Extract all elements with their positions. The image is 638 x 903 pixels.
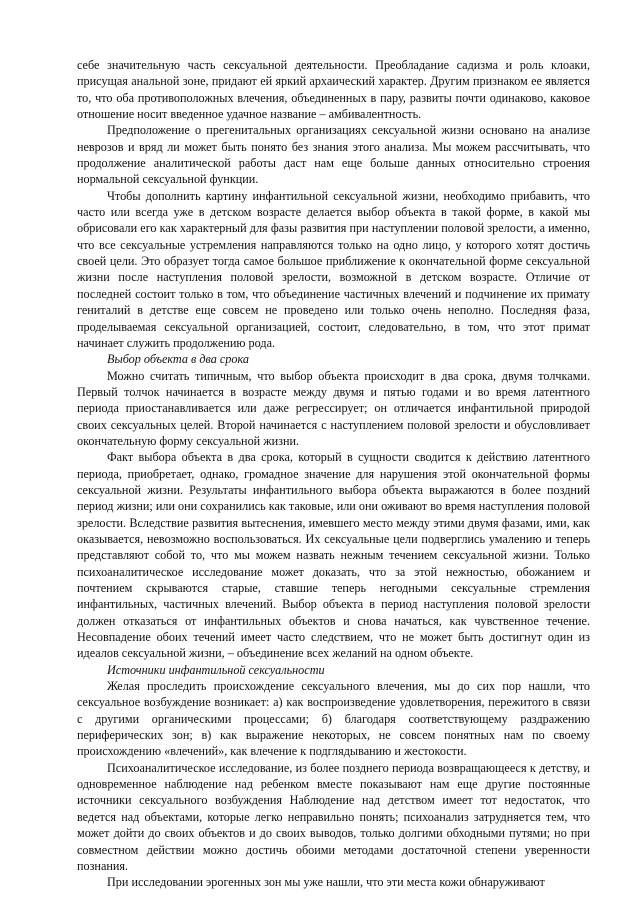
- paragraph-erogenous-zones: При исследовании эрогенных зон мы уже нашли, что эти места кожи обнаруживают: [107, 875, 545, 890]
- document-page: [77, 57, 590, 891]
- paragraph-infantile-object-choice: Чтобы дополнить картину инфантильной сексуальной жизни, необходимо прибавить, что часто или всегда уже в детском возрасте делается выбор объекта в такой форме, в какой мы обрисовали его как характерный для фазы развития при наступлении половой зрелости, а именно, что все сексуальные устремления направляются только на одно лицо, у которого хотят достичь своей цели. Это образует тогда самое большое приближение к окончательной форме сексуальной жизни после наступления половой зрелости, возможной в детском возрасте. Отличие от последней состоит только в том, что объединение частичных влечений и подчинение их примату гениталий в детстве еще совсем не проведено или только очень неполно. Последняя фаза, проделываемая сексуальной организацией, состоит, следовательно, в том, что этот примат начинает служить продолжению рода.: [77, 188, 590, 350]
- paragraph-pregenital: Предположение о прегенитальных организациях сексуальной жизни основано на анализе неврозов и вряд ли может быть понято без знания этого анализа. Мы можем рассчитывать, что продолжение аналитической работы даст нам еще больше данных относительно строения нормальной сексуальной функции.: [77, 123, 590, 187]
- paragraph-latent-period: Факт выбора объекта в два срока, который в сущности сводится к действию латентного периода, приобретает, однако, громадное значение для нарушения этой окончательной формы сексуальной жизни. Результаты инфантильного выбора объекта выражаются в более поздний период жизни; или они сохранились как таковые, или они оживают во время наступления половой зрелости. Вследствие развития вытеснения, имевшего место между этими двумя фазами, ими, как оказывается, невозможно воспользоваться. Их сексуальные цели подверглись умалению и теперь представляют собой то, что мы можем назвать нежным течением сексуальной жизни. Только психоаналитическое исследование может доказать, что за этой нежностью, обожанием и почтением скрываются старые, ставшие теперь негодными сексуальные стремления инфантильных, частичных влечений. Выбор объекта в период наступления половой зрелости должен отказаться от инфантильных объектов и снова начаться, как чувственное течение. Несовпадение обоих течений имеет часто следствием, что не может быть достигнут один из идеалов сексуальной жизни, – объединение всех желаний на одном объекте.: [77, 450, 590, 661]
- section-heading-object-choice: Выбор объекта в два срока: [107, 352, 249, 367]
- paragraph-two-stages: Можно считать типичным, что выбор объекта происходит в два срока, двумя толчками. Первый толчок начинается в возрасте между двумя и пятью годами и во время латентного периода приостанавливается или даже регрессирует; он отличается инфантильной природой своих сексуальных целей. Второй начинается с наступлением половой зрелости и обусловливает окончательную форму сексуальной жизни.: [77, 368, 590, 448]
- section-heading-sources: Источники инфантильной сексуальности: [107, 662, 325, 677]
- paragraph-psychoanalytic-research: Психоаналитическое исследование, из более позднего периода возвращающееся к детству, и одновременное наблюдение над ребенком вместе показывают нам еще другие постоянные источники сексуального возбуждения Наблюдение над детством имеет тот недостаток, что ведется над объектами, которые легко неправильно понять; психоанализ затрудняется тем, что может дойти до своих объектов и до своих выводов, только долгими обходными путями; но при совместном действии можно достичь обоими методами достаточной степени уверенности познания.: [77, 760, 590, 873]
- paragraph-origin-of-drive: Желая проследить происхождение сексуального влечения, мы до сих пор нашли, что сексуальное возбуждение возникает: а) как воспроизведение удовлетворения, пережитого в связи с другими органическими процессами; б) благодаря соответствующему раздражению периферических зон; в) как выражение некоторых, не совсем понятных нам по своему происхождению «влечений», как влечение к подглядыванию и жестокости.: [77, 679, 590, 759]
- paragraph-ambivalence: себе значительную часть сексуальной деятельности. Преобладание садизма и роль клоаки, присущая анальной зоне, придают ей яркий архаический характер. Другим признаком ее является то, что оба противоположных влечения, объединенных в пару, развиты почти одинаково, каковое отношение носит введенное удачное название – амбивалентность.: [77, 58, 590, 122]
